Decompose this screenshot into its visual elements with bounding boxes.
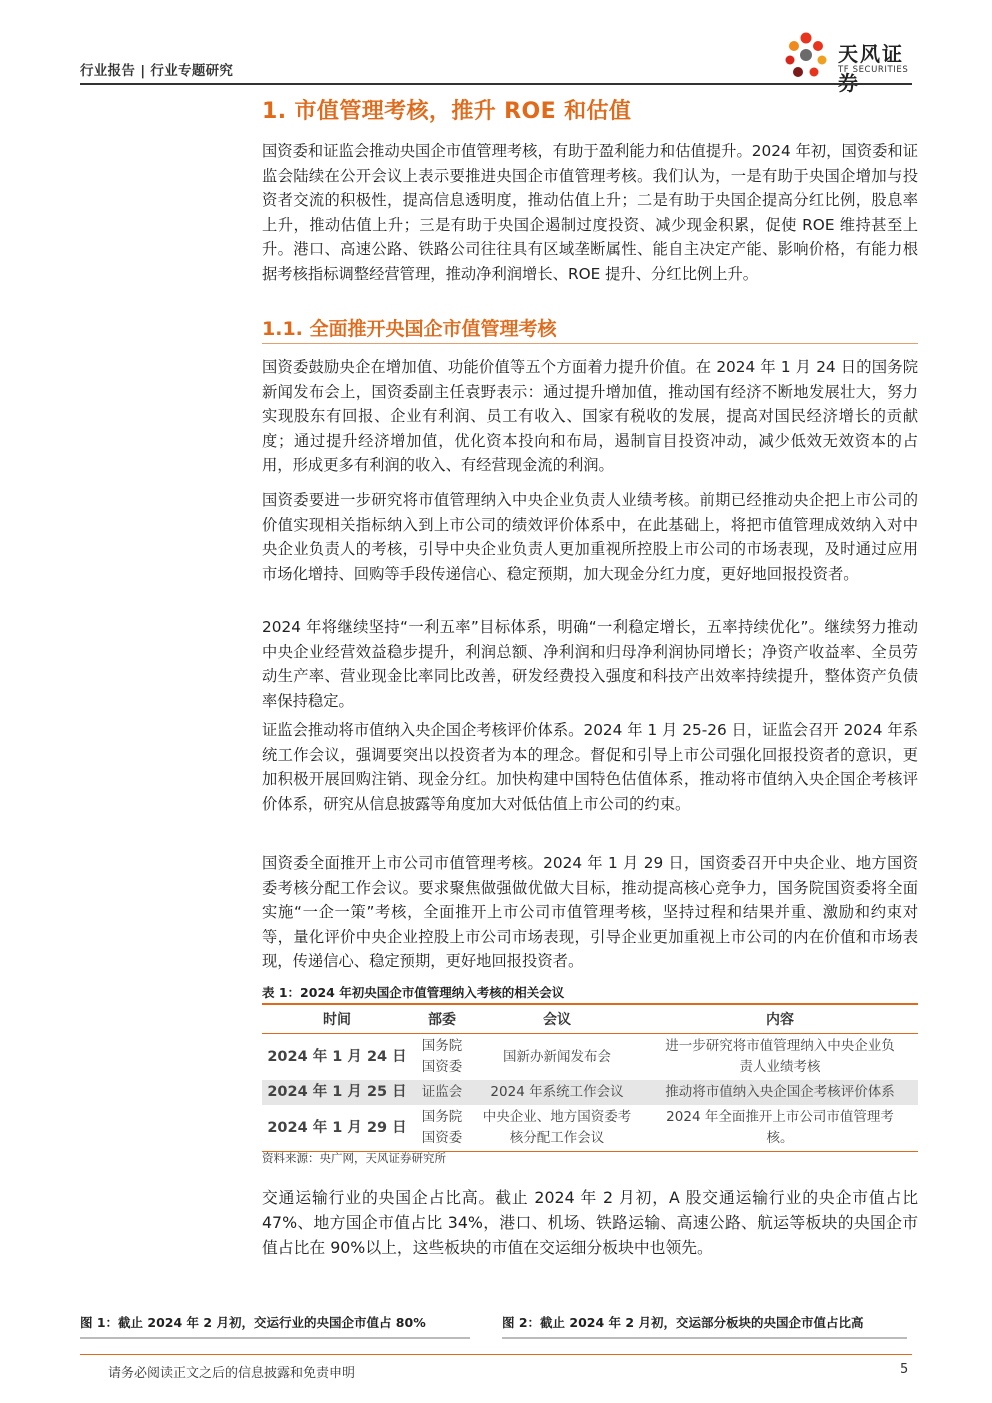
content-line: 责人业绩考核 <box>739 1059 821 1075</box>
date-cell: 2024 年 1 月 29 日 <box>262 1105 412 1152</box>
body-paragraph: 证监会推动将市值纳入央企国企考核评价体系。2024 年 1 月 25-26 日，证监会召开 2024 年系统工作会议，强调要突出以投资者为本的理念。督促和引导上市公司强化回报投资者的意识，更加积极开展回购注销、现金分红。加快构建中国特色估值体系，推动将市值纳入央企国企考核评价体系，研究从信息披露等角度加大对低估值上市公司的约束。 <box>262 721 918 813</box>
table-title: 表 1：2024 年初央国企市值管理纳入考核的相关会议 <box>262 985 565 1000</box>
meeting-line: 核分配工作会议 <box>509 1130 605 1146</box>
figure-1-caption: 图 1：截止 2024 年 2 月初，交运行业的央国企市值占 80% <box>80 1313 470 1339</box>
section-title: 1. 市值管理考核，推升 ROE 和估值 <box>262 99 632 124</box>
report-breadcrumb: 行业报告 | 行业专题研究 <box>80 63 234 79</box>
figure-2-caption: 图 2：截止 2024 年 2 月初，交运部分板块的央国企市值占比高 <box>502 1313 907 1339</box>
body-paragraph: 国资委鼓励央企在增加值、功能价值等五个方面着力提升价值。在 2024 年 1 月 24 日的国务院新闻发布会上，国资委副主任袁野表示：通过提升增加值，推动国有经济不断地发展壮大，努力实现股东有回报、企业有利润、员工有收入、国家有税收的发展，提高对国民经济增长的贡献度；通过提升经济增加值，优化资本投向和布局，遏制盲目投资冲动，减少低效无效资本的占用，形成更多有利润的收入、有经营现金流的利润。 <box>262 358 918 475</box>
content-line: 2024 年全面推开上市公司市值管理考 <box>666 1109 894 1125</box>
content-line: 核。 <box>766 1130 794 1146</box>
meeting-cell <box>472 1105 642 1152</box>
content-cell <box>642 1080 918 1105</box>
footer-disclaimer: 请务必阅读正文之后的信息披露和免责申明 <box>108 1366 356 1381</box>
table-row <box>262 1034 918 1081</box>
date-cell: 2024 年 1 月 24 日 <box>267 1048 407 1065</box>
dept-cell <box>412 1034 472 1081</box>
logo-flower-icon <box>778 28 834 82</box>
table-row <box>262 1105 918 1152</box>
body-paragraph: 国资委要进一步研究将市值管理纳入中央企业负责人业绩考核。前期已经推动央企把上市公司的价值实现相关指标纳入到上市公司的绩效评价体系中，在此基础上，将把市值管理成效纳入对中央企业负责人的考核，引导中央企业负责人更加重视所控股上市公司的市场表现，及时通过应用市场化增持、回购等手段传递信心、稳定预期，加大现金分红力度，更好地回报投资者。 <box>262 491 918 583</box>
body-paragraph: 国资委全面推开上市公司市值管理考核。2024 年 1 月 29 日，国资委召开中央企业、地方国资委考核分配工作会议。要求聚焦做强做优做大目标，推动提高核心竞争力，国务院国资委将全面实施“一企一策”考核，全面推开上市公司市值管理考核，坚持过程和结果并重、激励和约束对等，量化评价中央企业控股上市公司市场表现，引导企业更加重视上市公司的内在价值和市场表现，传递信心、稳定预期，更好地回报投资者。 <box>262 854 918 971</box>
meeting-cell <box>472 1034 642 1081</box>
dept-line: 国资委 <box>421 1130 463 1146</box>
date-cell: 2024 年 1 月 25 日 <box>262 1080 412 1105</box>
body-paragraph: 2024 年将继续坚持“一利五率”目标体系，明确“一利稳定增长，五率持续优化”。继续努力推动中央企业经营效益稳步提升，利润总额、净利润和归母净利润协同增长；净资产收益率、全员劳动生产率、营业现金比率同比改善，研发经费投入强度和科技产出效率持续提升，整体资产负债率保持稳定。 <box>262 618 918 710</box>
dept-line: 国资委 <box>421 1059 463 1075</box>
table-header-cell: 时间 <box>262 1004 412 1034</box>
section-intro-paragraph: 国资委和证监会推动央国企市值管理考核，有助于盈利能力和估值提升。2024 年初，国资委和证监会陆续在公开会议上表示要推进央国企市值管理考核。我们认为，一是有助于央国企增加与投资者交流的积极性，提高信息透明度，推动估值上升；二是有助于央国企提高分红比例，股息率上升，推动估值上升；三是有助于央国企遏制过度投资、减少现金积累，促使 ROE 维持甚至上升。港口、高速公路、铁路公司往往具有区域垄断属性、能自主决定产能、影响价格，有能力根据考核指标调整经营管理，推动净利润增长、ROE 提升、分红比例上升。 <box>262 142 918 283</box>
header-divider <box>80 83 912 85</box>
meeting-line: 中央企业、地方国资委考 <box>482 1109 632 1125</box>
subsection-title: 1.1. 全面推开央国企市值管理考核 <box>262 318 557 340</box>
brand-logo <box>778 28 918 95</box>
table-header-cell: 会议 <box>472 1004 642 1034</box>
meeting-cell <box>472 1080 642 1105</box>
table-header-cell: 内容 <box>642 1004 918 1034</box>
meeting-line: 2024 年系统工作会议 <box>490 1084 624 1100</box>
meeting-line: 国新办新闻发布会 <box>503 1048 611 1065</box>
footer-divider <box>80 1354 912 1355</box>
content-cell <box>642 1034 918 1081</box>
dept-line: 国务院 <box>421 1109 463 1125</box>
dept-line: 国务院 <box>421 1038 463 1054</box>
logo-text-cn: 天风证券 <box>838 42 904 95</box>
table-source: 资料来源：央广网，天风证券研究所 <box>262 1151 446 1165</box>
dept-cell <box>412 1105 472 1152</box>
content-line: 进一步研究将市值管理纳入中央企业负 <box>665 1038 895 1054</box>
closing-paragraph: 交通运输行业的央国企占比高。截止 2024 年 2 月初，A 股交通运输行业的央企市值占比 47%、地方国企市值占比 34%，港口、机场、铁路运输、高速公路、航运等板块的央国企市值占比在 90%以上，这些板块的市值在交运细分板块中也领先。 <box>262 1188 918 1257</box>
subsection-divider <box>262 343 918 344</box>
content-line: 推动将市值纳入央企国企考核评价体系 <box>665 1084 895 1100</box>
content-cell <box>642 1105 918 1152</box>
page-number: 5 <box>900 1362 909 1377</box>
dept-line: 证监会 <box>421 1084 463 1100</box>
table-header-cell: 部委 <box>412 1004 472 1034</box>
dept-cell <box>412 1080 472 1105</box>
meetings-table <box>262 1003 918 1152</box>
table-row <box>262 1080 918 1105</box>
table-header-row <box>262 1004 918 1034</box>
logo-text-en: TF SECURITIES <box>838 65 909 75</box>
